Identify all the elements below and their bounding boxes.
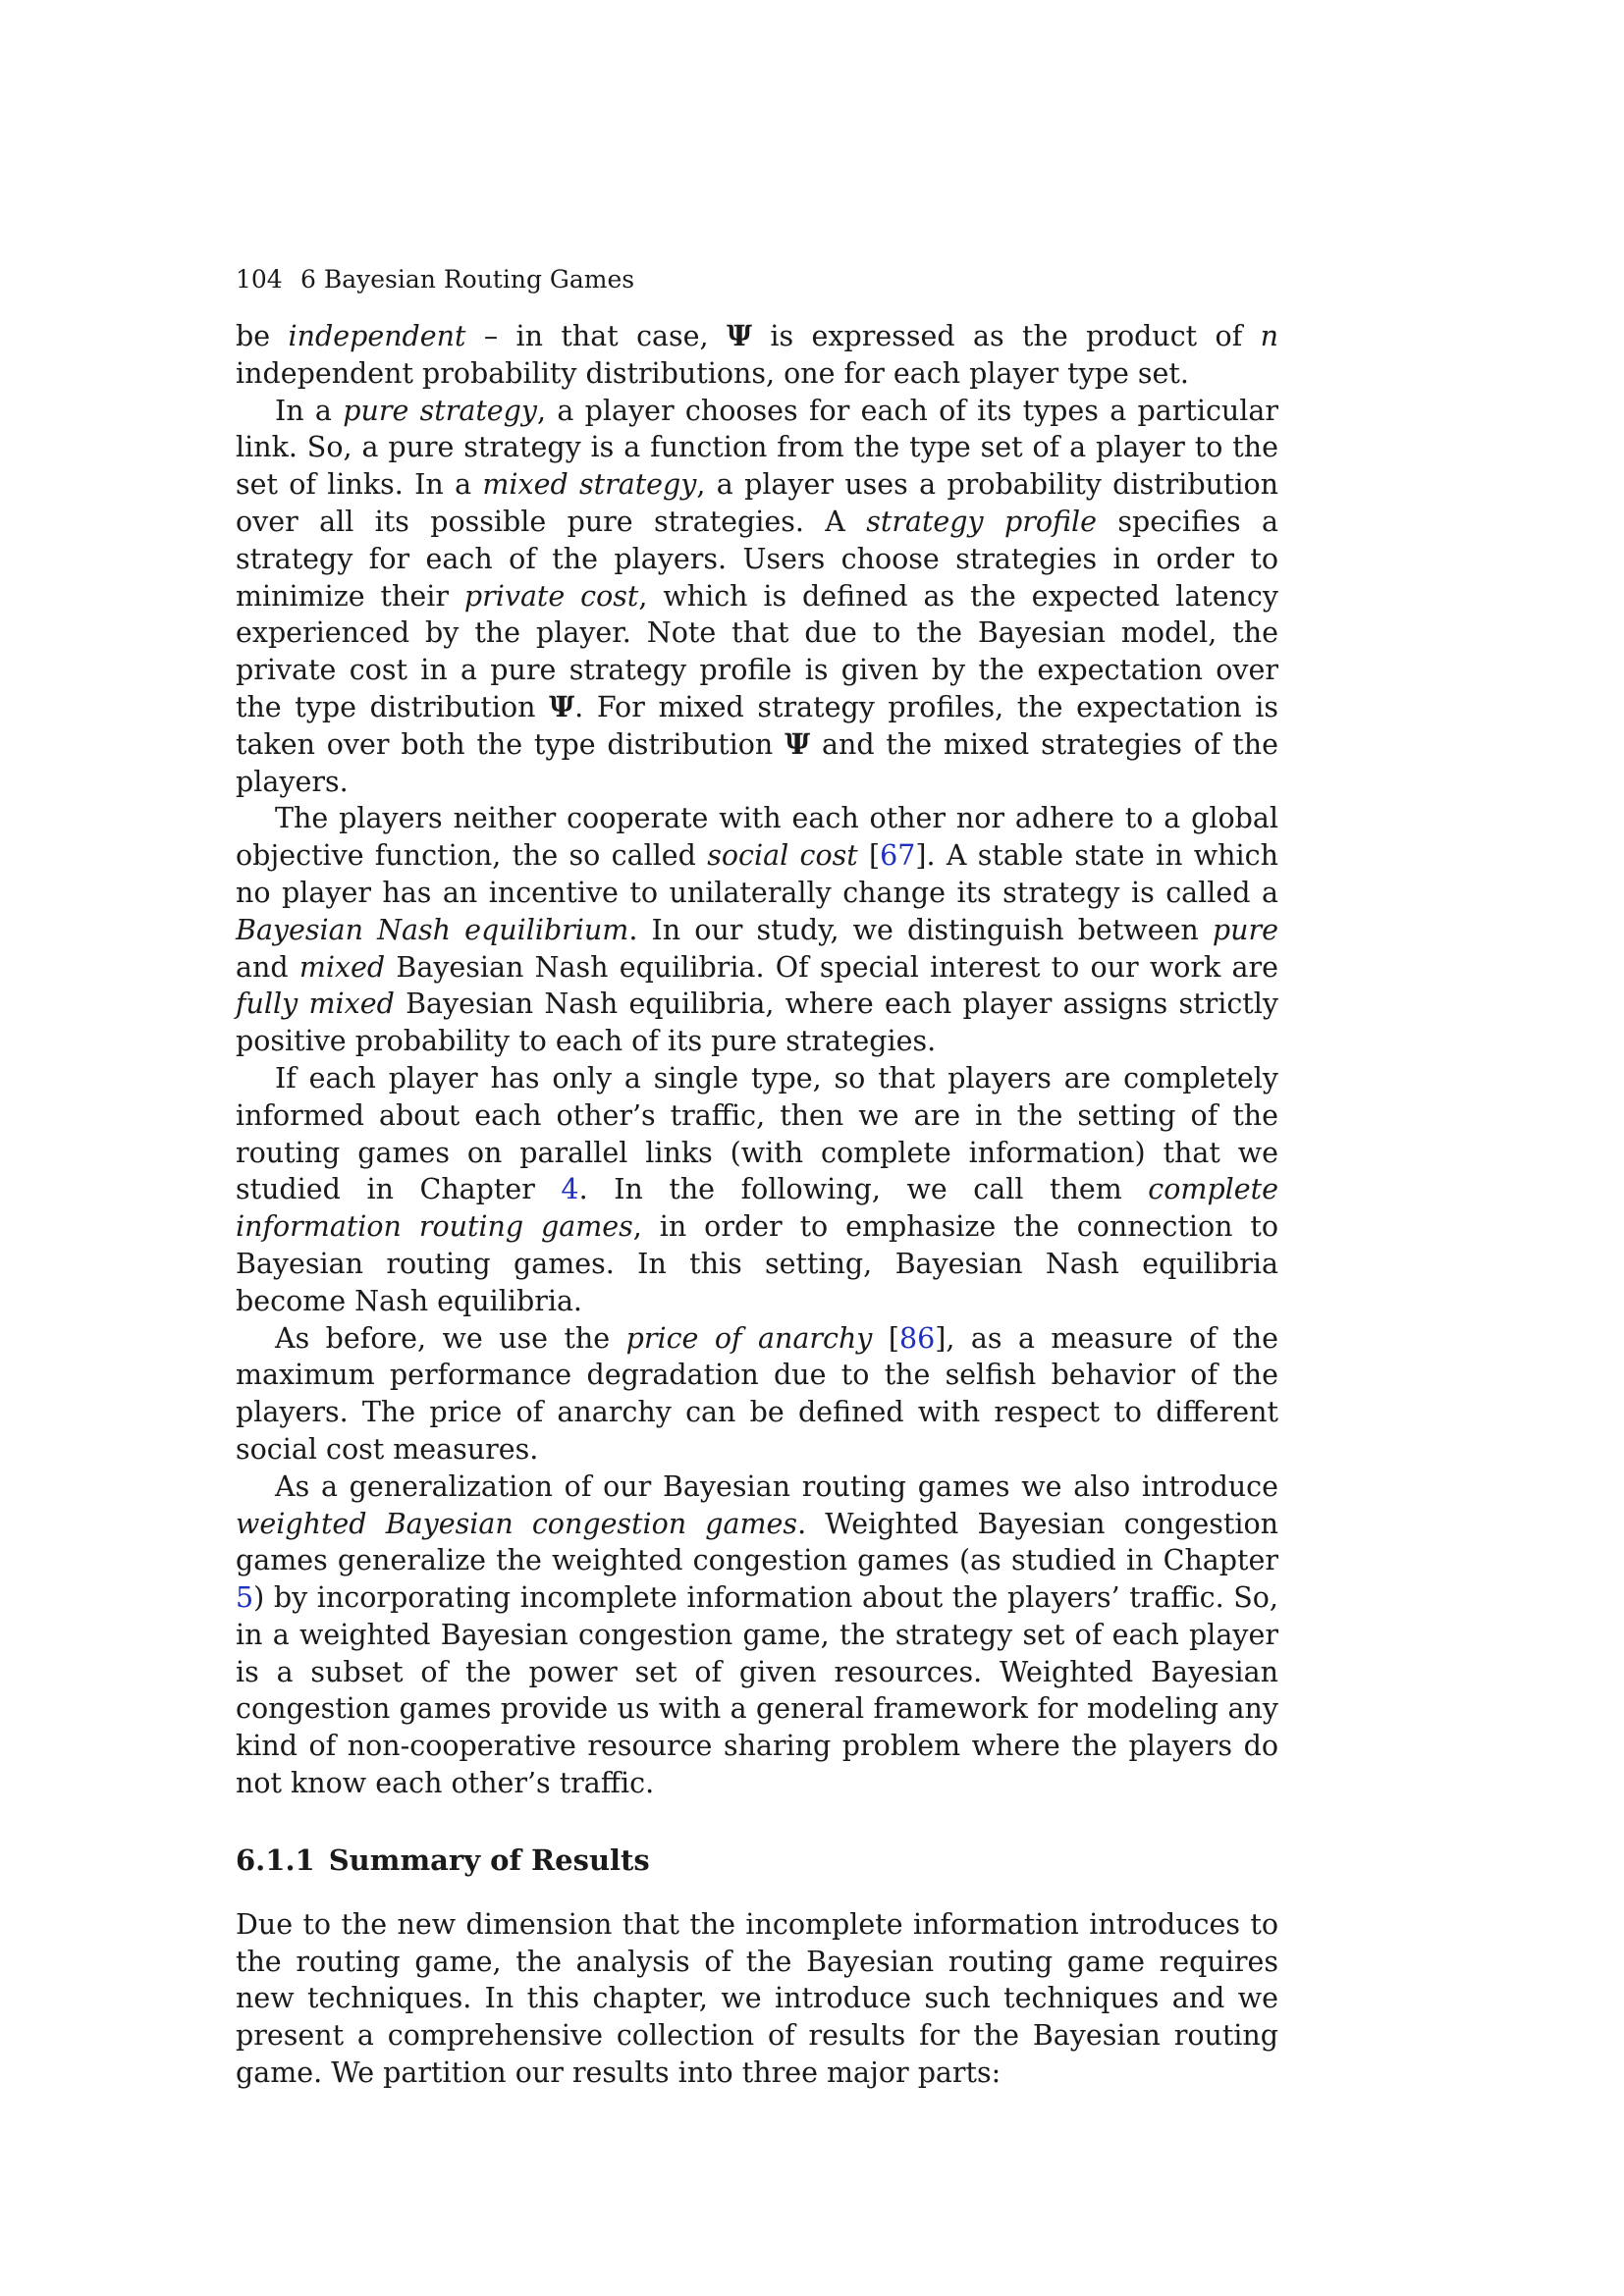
emphasis-term: fully mixed [236, 988, 395, 1021]
text-run: specifies a strategy for each of the players. Users choose strategies in order to minimize their [236, 505, 1278, 613]
text-run: independent probability distributions, one for each player type set. [236, 356, 1189, 390]
emphasis-term: pure strategy [343, 394, 537, 427]
paragraph-weighted-congestion [236, 1468, 1278, 1802]
paragraph-pure-strategy [236, 393, 1278, 801]
emphasis-term: private cost [463, 579, 639, 613]
chapter-link[interactable]: 5 [236, 1581, 254, 1615]
text-run: , which is defined as the expected latency experienced by the player. Note that due to the Bayesian model, the private cost in a pure strategy profile is given by the expectation over the type distribution [236, 579, 1278, 723]
paragraph-single-type [236, 1060, 1278, 1320]
book-page [236, 263, 1279, 2090]
paragraph-summary: Due to the new dimension that the incomplete information introduces to the routing game, the analysis of the Bayesian routing game requires new techniques. In this chapter, we introduce such techniques and we present a comprehensive collection of results for the Bayesian routing game. We partition our results into three major parts: [236, 1907, 1278, 2090]
text-run: . Weighted Bayesian congestion games generalize the weighted congestion games (as studied in Chapter [236, 1507, 1278, 1577]
text-run: The players neither cooperate with each other nor adhere to a global objective function, the so called [236, 802, 1278, 873]
text-run: ) by incorporating incomplete information about the players’ traffic. So, in a weighted Bayesian congestion game, the strategy set of each player is a subset of the power set of given resources. Weighted Bayesian congestion games provide us with a general framework for modeling any kind of non-cooperative resource sharing problem where the players do not know each other’s traffic. [236, 1581, 1278, 1800]
text-run: [ [857, 839, 881, 873]
emphasis-term: social cost [707, 839, 858, 873]
text-run: . In the following, we call them [578, 1173, 1149, 1206]
text-run: As a generalization of our Bayesian routing games we also introduce [275, 1469, 1278, 1503]
running-head [236, 263, 1278, 296]
section-heading [236, 1842, 1278, 1879]
text-run: If each player has only a single type, so that players are completely informed about each other’s traffic, then we are in the setting of the routing games on parallel links (with complete information) that we studied in Chapter [236, 1061, 1278, 1206]
emphasis-term: price of anarchy [625, 1321, 873, 1355]
psi-symbol: Ψ [726, 319, 753, 352]
emphasis-term: strategy profile [866, 505, 1097, 538]
math-variable: n [1260, 320, 1279, 352]
text-run: ], as a measure of the maximum performance degradation due to the selfish behavior of the players. The price of anarchy can be defined with respect to different social cost measures. [236, 1321, 1279, 1466]
text-run: , a player uses a probability distribution over all its possible pure strategies. A [236, 468, 1279, 538]
text-run: – in that case, [465, 320, 727, 352]
text-run: , a player chooses for each of its types a particular link. So, a pure strategy is a function from the type set of a player to the set of links. In a [236, 394, 1278, 502]
section-title-text: Summary of Results [328, 1842, 650, 1877]
emphasis-term: complete information routing games [236, 1173, 1278, 1244]
text-run: . In our study, we distinguish between [628, 913, 1213, 946]
emphasis-term: independent [288, 320, 466, 352]
text-run: . For mixed strategy profiles, the expectation is taken over both the type distribution [236, 690, 1278, 761]
paragraph-independent [236, 318, 1278, 393]
section-number: 6.1.1 [236, 1842, 315, 1877]
text-run: , in order to emphasize the connection to Bayesian routing games. In this setting, Bayesian Nash equilibria become Nash equilibria. [236, 1210, 1279, 1317]
chapter-title: 6 Bayesian Routing Games [300, 265, 635, 294]
text-run: is expressed as the product of [752, 320, 1261, 352]
text-run: [ [872, 1321, 899, 1355]
psi-symbol: Ψ [549, 689, 575, 723]
text-run: be [236, 320, 289, 352]
text-run: ]. A stable state in which no player has an incentive to unilaterally change its strategy is called a [236, 839, 1278, 909]
psi-symbol: Ψ [785, 726, 811, 761]
text-run: and [236, 950, 299, 984]
emphasis-term: weighted Bayesian congestion games [236, 1507, 798, 1540]
emphasis-term: pure [1212, 913, 1278, 946]
paragraph-price-of-anarchy [236, 1320, 1278, 1468]
text-run: Bayesian Nash equilibria. Of special interest to our work are [385, 950, 1278, 984]
text-run: As before, we use the [275, 1321, 626, 1355]
paragraph-social-cost [236, 800, 1278, 1060]
emphasis-term: Bayesian Nash equilibrium [236, 913, 629, 946]
text-run: and the mixed strategies of the players. [236, 727, 1278, 798]
chapter-link[interactable]: 4 [561, 1173, 579, 1206]
emphasis-term: mixed [298, 950, 386, 984]
citation-link[interactable]: 67 [880, 839, 916, 873]
citation-link[interactable]: 86 [898, 1321, 936, 1355]
text-run: In a [275, 394, 344, 427]
text-run: Bayesian Nash equilibria, where each player assigns strictly positive probability to each of its pure strategies. [236, 988, 1278, 1058]
emphasis-term: mixed strategy [482, 468, 697, 502]
page-number: 104 [236, 265, 283, 294]
